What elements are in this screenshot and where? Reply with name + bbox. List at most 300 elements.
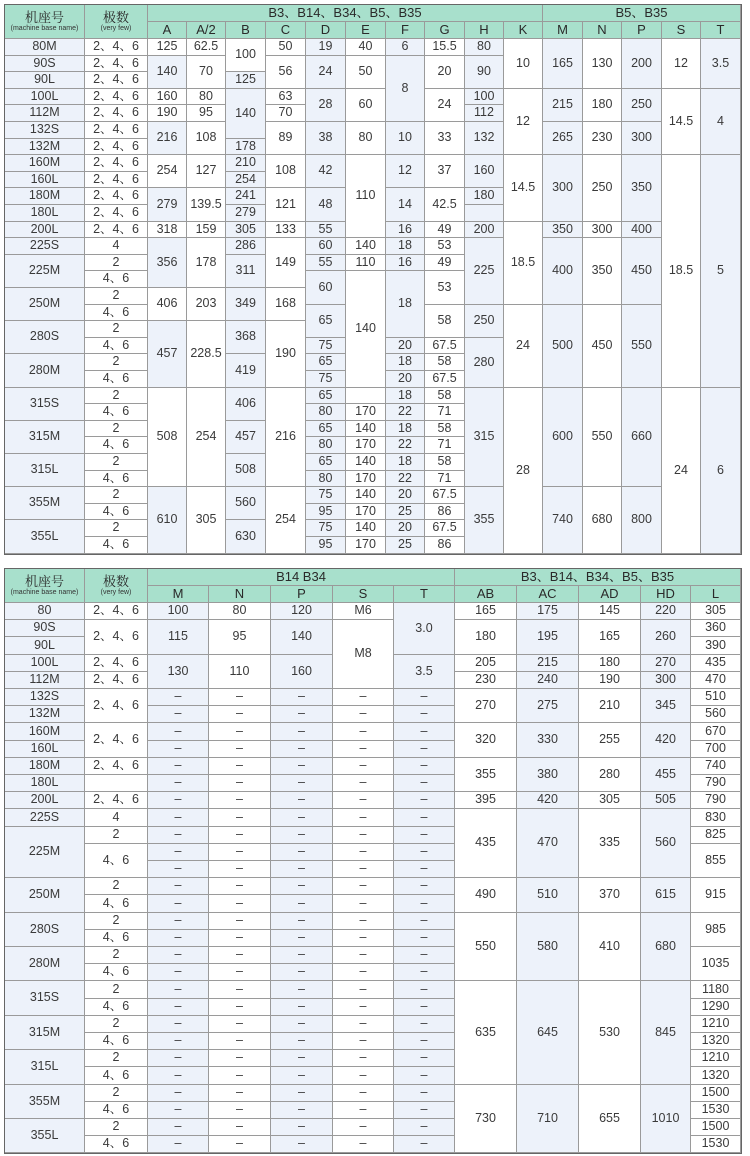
hd-cell: 680 bbox=[641, 913, 691, 981]
dash-cell: – bbox=[148, 758, 209, 775]
l-cell: 1320 bbox=[691, 1033, 741, 1050]
h-cell: 100 bbox=[465, 89, 504, 105]
poles-cell: 2 bbox=[85, 1119, 148, 1136]
f-cell: 22 bbox=[386, 404, 425, 421]
machine-base-cell: 132S bbox=[5, 122, 85, 139]
dash-cell: – bbox=[271, 844, 333, 861]
poles-cell: 2、4、6 bbox=[85, 792, 148, 809]
machine-base-cell: 80 bbox=[5, 603, 85, 620]
h-cell: 280 bbox=[465, 338, 504, 388]
c-cell: 89 bbox=[266, 122, 306, 155]
machine-base-cell: 100L bbox=[5, 89, 85, 105]
poles-cell: 2 bbox=[85, 354, 148, 371]
column-header-ac: AC bbox=[517, 586, 579, 603]
machine-base-cell: 80M bbox=[5, 39, 85, 56]
h-cell: 355 bbox=[465, 487, 504, 554]
dash-cell: – bbox=[209, 913, 271, 930]
f-cell: 12 bbox=[386, 155, 425, 188]
b-cell: 241 bbox=[226, 188, 266, 205]
a-cell: 190 bbox=[148, 105, 187, 122]
dash-cell: – bbox=[333, 1085, 394, 1102]
dash-cell: – bbox=[394, 895, 455, 913]
m-cell: 300 bbox=[543, 155, 583, 222]
poles-cell: 4、6 bbox=[85, 895, 148, 913]
hd-cell: 270 bbox=[641, 655, 691, 672]
poles-cell: 2、4、6 bbox=[85, 188, 148, 205]
l-cell: 1210 bbox=[691, 1050, 741, 1067]
dash-cell: – bbox=[394, 861, 455, 878]
g-cell: 15.5 bbox=[425, 39, 465, 56]
p-cell: 200 bbox=[622, 39, 662, 89]
l-cell: 985 bbox=[691, 913, 741, 947]
dash-cell: – bbox=[209, 689, 271, 706]
d-cell: 95 bbox=[306, 537, 346, 554]
h-cell: 80 bbox=[465, 39, 504, 56]
machine-base-cell: 180L bbox=[5, 775, 85, 792]
k-cell: 18.5 bbox=[504, 222, 543, 305]
dash-cell: – bbox=[394, 930, 455, 947]
e-cell: 110 bbox=[346, 155, 386, 238]
f-cell: 20 bbox=[386, 520, 425, 537]
l-cell: 790 bbox=[691, 792, 741, 809]
n-cell: 350 bbox=[583, 238, 622, 305]
dash-cell: – bbox=[209, 861, 271, 878]
ad-cell: 305 bbox=[579, 792, 641, 809]
ad-cell: 180 bbox=[579, 655, 641, 672]
d-cell: 65 bbox=[306, 421, 346, 437]
group-header-b5-b35: B5、B35 bbox=[543, 5, 741, 22]
s-cell: M8 bbox=[333, 620, 394, 689]
ac-cell: 510 bbox=[517, 878, 579, 913]
l-cell: 435 bbox=[691, 655, 741, 672]
g-cell: 58 bbox=[425, 454, 465, 471]
c-cell: 121 bbox=[266, 188, 306, 222]
dash-cell: – bbox=[271, 1102, 333, 1119]
b-cell: 630 bbox=[226, 520, 266, 554]
n-cell: 180 bbox=[583, 89, 622, 122]
ab-cell: 230 bbox=[455, 672, 517, 689]
dash-cell: – bbox=[209, 1033, 271, 1050]
hd-cell: 220 bbox=[641, 603, 691, 620]
column-header-a: A bbox=[148, 22, 187, 39]
p-cell: 250 bbox=[622, 89, 662, 122]
machine-base-header-sublabel: (machine base name) bbox=[10, 589, 79, 597]
poles-cell: 2、4、6 bbox=[85, 655, 148, 672]
dash-cell: – bbox=[271, 930, 333, 947]
poles-header bbox=[85, 5, 148, 39]
m-cell: 350 bbox=[543, 222, 583, 238]
ad-cell: 255 bbox=[579, 723, 641, 758]
e-cell: 140 bbox=[346, 238, 386, 255]
dash-cell: – bbox=[148, 1050, 209, 1067]
l-cell: 670 bbox=[691, 723, 741, 741]
l-cell: 360 bbox=[691, 620, 741, 637]
b-cell: 311 bbox=[226, 255, 266, 288]
s-cell: 24 bbox=[662, 388, 701, 554]
c-cell: 133 bbox=[266, 222, 306, 238]
f-cell: 18 bbox=[386, 421, 425, 437]
f-cell: 25 bbox=[386, 504, 425, 520]
d-cell: 38 bbox=[306, 122, 346, 155]
ad-cell: 145 bbox=[579, 603, 641, 620]
g-cell: 86 bbox=[425, 504, 465, 520]
dash-cell: – bbox=[394, 878, 455, 895]
group-header-b3-b14-b34-b5-b35: B3、B14、B34、B5、B35 bbox=[148, 5, 543, 22]
poles-cell: 2、4、6 bbox=[85, 205, 148, 222]
machine-base-header bbox=[5, 5, 85, 39]
f-cell: 18 bbox=[386, 354, 425, 371]
dash-cell: – bbox=[271, 999, 333, 1016]
h-cell: 225 bbox=[465, 238, 504, 305]
poles-cell: 2 bbox=[85, 1016, 148, 1033]
f-cell: 14 bbox=[386, 188, 425, 222]
poles-cell: 2 bbox=[85, 1050, 148, 1067]
d-cell: 80 bbox=[306, 404, 346, 421]
ac-cell: 330 bbox=[517, 723, 579, 758]
ab-cell: 550 bbox=[455, 913, 517, 981]
dash-cell: – bbox=[209, 1136, 271, 1153]
column-header-s: S bbox=[662, 22, 701, 39]
f-cell: 22 bbox=[386, 437, 425, 454]
dash-cell: – bbox=[394, 964, 455, 981]
column-header-p: P bbox=[271, 586, 333, 603]
m-cell: 265 bbox=[543, 122, 583, 155]
dash-cell: – bbox=[333, 689, 394, 706]
ab-cell: 205 bbox=[455, 655, 517, 672]
poles-cell: 2、4、6 bbox=[85, 689, 148, 723]
b-cell: 419 bbox=[226, 354, 266, 388]
dash-cell: – bbox=[148, 913, 209, 930]
d-cell: 95 bbox=[306, 504, 346, 520]
dash-cell: – bbox=[148, 723, 209, 741]
l-cell: 1500 bbox=[691, 1085, 741, 1102]
m-cell: 100 bbox=[148, 603, 209, 620]
poles-cell: 2、4、6 bbox=[85, 139, 148, 155]
machine-base-cell: 315L bbox=[5, 454, 85, 487]
poles-cell: 2、4、6 bbox=[85, 758, 148, 775]
t-cell: 5 bbox=[701, 155, 741, 388]
m-cell: 130 bbox=[148, 655, 209, 689]
dash-cell: – bbox=[394, 981, 455, 999]
dash-cell: – bbox=[209, 878, 271, 895]
machine-base-cell: 200L bbox=[5, 222, 85, 238]
ac-cell: 195 bbox=[517, 620, 579, 655]
poles-cell: 2 bbox=[85, 421, 148, 437]
c-cell: 190 bbox=[266, 321, 306, 388]
h-cell: 112 bbox=[465, 105, 504, 122]
l-cell: 1290 bbox=[691, 999, 741, 1016]
dash-cell: – bbox=[209, 809, 271, 827]
poles-cell: 4、6 bbox=[85, 271, 148, 288]
machine-base-cell: 250M bbox=[5, 878, 85, 913]
g-cell: 37 bbox=[425, 155, 465, 188]
d-cell: 24 bbox=[306, 56, 346, 89]
poles-cell: 4 bbox=[85, 809, 148, 827]
dash-cell: – bbox=[271, 723, 333, 741]
dash-cell: – bbox=[148, 827, 209, 844]
machine-base-cell: 280M bbox=[5, 354, 85, 388]
dash-cell: – bbox=[333, 964, 394, 981]
a-cell: 406 bbox=[148, 288, 187, 321]
d-cell: 42 bbox=[306, 155, 346, 188]
a-cell: 508 bbox=[148, 388, 187, 487]
n-cell: 680 bbox=[583, 487, 622, 554]
d-cell: 65 bbox=[306, 388, 346, 404]
g-cell: 58 bbox=[425, 388, 465, 404]
ac-cell: 710 bbox=[517, 1085, 579, 1153]
hd-cell: 1010 bbox=[641, 1085, 691, 1153]
column-header-b: B bbox=[226, 22, 266, 39]
m-cell: 500 bbox=[543, 305, 583, 388]
p-cell: 350 bbox=[622, 155, 662, 222]
a2-cell: 127 bbox=[187, 155, 226, 188]
dash-cell: – bbox=[148, 1067, 209, 1085]
hd-cell: 300 bbox=[641, 672, 691, 689]
column-header-a-2: A/2 bbox=[187, 22, 226, 39]
poles-cell: 2、4、6 bbox=[85, 72, 148, 89]
dash-cell: – bbox=[271, 1067, 333, 1085]
machine-base-cell: 90L bbox=[5, 72, 85, 89]
dash-cell: – bbox=[333, 1119, 394, 1136]
dash-cell: – bbox=[394, 913, 455, 930]
n-cell: 110 bbox=[209, 655, 271, 689]
l-cell: 1180 bbox=[691, 981, 741, 999]
poles-cell: 2 bbox=[85, 878, 148, 895]
poles-cell: 2、4、6 bbox=[85, 222, 148, 238]
dash-cell: – bbox=[394, 706, 455, 723]
g-cell: 53 bbox=[425, 271, 465, 305]
dash-cell: – bbox=[209, 1050, 271, 1067]
a2-cell: 108 bbox=[187, 122, 226, 155]
a-cell: 610 bbox=[148, 487, 187, 554]
b-cell: 100 bbox=[226, 39, 266, 72]
dash-cell: – bbox=[333, 827, 394, 844]
dash-cell: – bbox=[148, 1085, 209, 1102]
dash-cell: – bbox=[394, 723, 455, 741]
p-cell: 300 bbox=[622, 122, 662, 155]
poles-cell: 4、6 bbox=[85, 437, 148, 454]
e-cell: 170 bbox=[346, 537, 386, 554]
ad-cell: 190 bbox=[579, 672, 641, 689]
dash-cell: – bbox=[333, 999, 394, 1016]
hd-cell: 615 bbox=[641, 878, 691, 913]
l-cell: 1320 bbox=[691, 1067, 741, 1085]
l-cell: 390 bbox=[691, 637, 741, 655]
ac-cell: 420 bbox=[517, 792, 579, 809]
b-cell: 178 bbox=[226, 139, 266, 155]
ac-cell: 645 bbox=[517, 981, 579, 1085]
group-header-b3-b14-b34-b5-b35: B3、B14、B34、B5、B35 bbox=[455, 569, 741, 586]
machine-base-cell: 132S bbox=[5, 689, 85, 706]
dash-cell: – bbox=[394, 1085, 455, 1102]
ad-cell: 335 bbox=[579, 809, 641, 878]
column-header-k: K bbox=[504, 22, 543, 39]
hd-cell: 260 bbox=[641, 620, 691, 655]
c-cell: 56 bbox=[266, 56, 306, 89]
dash-cell: – bbox=[394, 1136, 455, 1153]
a-cell: 457 bbox=[148, 321, 187, 388]
g-cell: 67.5 bbox=[425, 338, 465, 354]
ad-cell: 655 bbox=[579, 1085, 641, 1153]
hd-cell: 560 bbox=[641, 809, 691, 878]
machine-base-header bbox=[5, 569, 85, 603]
poles-cell: 4、6 bbox=[85, 537, 148, 554]
g-cell: 67.5 bbox=[425, 520, 465, 537]
p-cell: 450 bbox=[622, 238, 662, 305]
h-cell bbox=[465, 205, 504, 222]
dash-cell: – bbox=[333, 741, 394, 758]
b-cell: 406 bbox=[226, 388, 266, 421]
group-header-b14-b34: B14 B34 bbox=[148, 569, 455, 586]
n-cell: 80 bbox=[209, 603, 271, 620]
b-cell: 125 bbox=[226, 72, 266, 89]
e-cell: 170 bbox=[346, 404, 386, 421]
machine-base-cell: 315S bbox=[5, 388, 85, 421]
dash-cell: – bbox=[271, 809, 333, 827]
a2-cell: 178 bbox=[187, 238, 226, 288]
dash-cell: – bbox=[148, 1016, 209, 1033]
ac-cell: 470 bbox=[517, 809, 579, 878]
machine-base-cell: 90L bbox=[5, 637, 85, 655]
dash-cell: – bbox=[333, 723, 394, 741]
machine-base-cell: 200L bbox=[5, 792, 85, 809]
a-cell: 160 bbox=[148, 89, 187, 105]
e-cell: 170 bbox=[346, 437, 386, 454]
d-cell: 75 bbox=[306, 371, 346, 388]
d-cell: 75 bbox=[306, 520, 346, 537]
dash-cell: – bbox=[209, 947, 271, 964]
poles-cell: 4、6 bbox=[85, 1136, 148, 1153]
dash-cell: – bbox=[148, 1033, 209, 1050]
dash-cell: – bbox=[148, 947, 209, 964]
a-cell: 254 bbox=[148, 155, 187, 188]
machine-base-cell: 160L bbox=[5, 172, 85, 188]
poles-cell: 2 bbox=[85, 981, 148, 999]
c-cell: 216 bbox=[266, 388, 306, 487]
e-cell: 140 bbox=[346, 487, 386, 504]
a-cell: 356 bbox=[148, 238, 187, 288]
c-cell: 168 bbox=[266, 288, 306, 321]
column-header-e: E bbox=[346, 22, 386, 39]
dash-cell: – bbox=[333, 775, 394, 792]
column-header-g: G bbox=[425, 22, 465, 39]
dash-cell: – bbox=[209, 1102, 271, 1119]
poles-cell: 2 bbox=[85, 947, 148, 964]
a2-cell: 70 bbox=[187, 56, 226, 89]
b-cell: 286 bbox=[226, 238, 266, 255]
ad-cell: 410 bbox=[579, 913, 641, 981]
d-cell: 80 bbox=[306, 437, 346, 454]
g-cell: 71 bbox=[425, 404, 465, 421]
g-cell: 58 bbox=[425, 421, 465, 437]
dash-cell: – bbox=[148, 981, 209, 999]
c-cell: 63 bbox=[266, 89, 306, 105]
g-cell: 49 bbox=[425, 222, 465, 238]
s-cell: 18.5 bbox=[662, 155, 701, 388]
dash-cell: – bbox=[333, 861, 394, 878]
e-cell: 140 bbox=[346, 520, 386, 537]
dash-cell: – bbox=[333, 809, 394, 827]
c-cell: 149 bbox=[266, 238, 306, 288]
dash-cell: – bbox=[333, 1136, 394, 1153]
c-cell: 108 bbox=[266, 155, 306, 188]
m-cell: 115 bbox=[148, 620, 209, 655]
d-cell: 65 bbox=[306, 305, 346, 338]
column-header-t: T bbox=[701, 22, 741, 39]
l-cell: 855 bbox=[691, 844, 741, 878]
g-cell: 24 bbox=[425, 89, 465, 122]
poles-cell: 2 bbox=[85, 827, 148, 844]
poles-cell: 2 bbox=[85, 1085, 148, 1102]
d-cell: 75 bbox=[306, 487, 346, 504]
g-cell: 42.5 bbox=[425, 188, 465, 222]
ad-cell: 165 bbox=[579, 620, 641, 655]
l-cell: 1210 bbox=[691, 1016, 741, 1033]
dash-cell: – bbox=[209, 964, 271, 981]
f-cell: 18 bbox=[386, 271, 425, 338]
poles-header-label: 极数 bbox=[102, 9, 129, 25]
b-cell: 140 bbox=[226, 89, 266, 139]
machine-base-cell: 112M bbox=[5, 105, 85, 122]
a-cell: 140 bbox=[148, 56, 187, 89]
ab-cell: 490 bbox=[455, 878, 517, 913]
column-header-hd: HD bbox=[641, 586, 691, 603]
machine-base-cell: 280M bbox=[5, 947, 85, 981]
d-cell: 55 bbox=[306, 222, 346, 238]
f-cell: 18 bbox=[386, 454, 425, 471]
dash-cell: – bbox=[148, 895, 209, 913]
machine-base-cell: 315M bbox=[5, 421, 85, 454]
poles-cell: 4、6 bbox=[85, 999, 148, 1016]
poles-cell: 4、6 bbox=[85, 471, 148, 487]
h-cell: 132 bbox=[465, 122, 504, 155]
poles-cell: 2、4、6 bbox=[85, 723, 148, 758]
machine-base-cell: 160M bbox=[5, 723, 85, 741]
machine-base-cell: 180M bbox=[5, 758, 85, 775]
column-header-n: N bbox=[209, 586, 271, 603]
poles-cell bbox=[85, 775, 148, 792]
f-cell: 16 bbox=[386, 255, 425, 271]
dash-cell: – bbox=[271, 758, 333, 775]
h-cell: 160 bbox=[465, 155, 504, 188]
p-cell: 550 bbox=[622, 305, 662, 388]
a2-cell: 203 bbox=[187, 288, 226, 321]
poles-cell: 4、6 bbox=[85, 338, 148, 354]
dash-cell: – bbox=[209, 775, 271, 792]
b-cell: 368 bbox=[226, 321, 266, 354]
f-cell: 18 bbox=[386, 388, 425, 404]
m-cell: 165 bbox=[543, 39, 583, 89]
d-cell: 55 bbox=[306, 255, 346, 271]
b-cell: 349 bbox=[226, 288, 266, 321]
poles-cell: 2、4、6 bbox=[85, 89, 148, 105]
b-cell: 210 bbox=[226, 155, 266, 172]
dash-cell: – bbox=[271, 981, 333, 999]
dash-cell: – bbox=[148, 861, 209, 878]
l-cell: 1035 bbox=[691, 947, 741, 981]
e-cell: 40 bbox=[346, 39, 386, 56]
n-cell: 250 bbox=[583, 155, 622, 222]
l-cell: 1530 bbox=[691, 1136, 741, 1153]
h-cell: 200 bbox=[465, 222, 504, 238]
machine-base-cell: 315S bbox=[5, 981, 85, 1016]
h-cell: 180 bbox=[465, 188, 504, 205]
hd-cell: 845 bbox=[641, 981, 691, 1085]
t-cell: 4 bbox=[701, 89, 741, 155]
l-cell: 470 bbox=[691, 672, 741, 689]
l-cell: 915 bbox=[691, 878, 741, 913]
dash-cell: – bbox=[333, 1050, 394, 1067]
